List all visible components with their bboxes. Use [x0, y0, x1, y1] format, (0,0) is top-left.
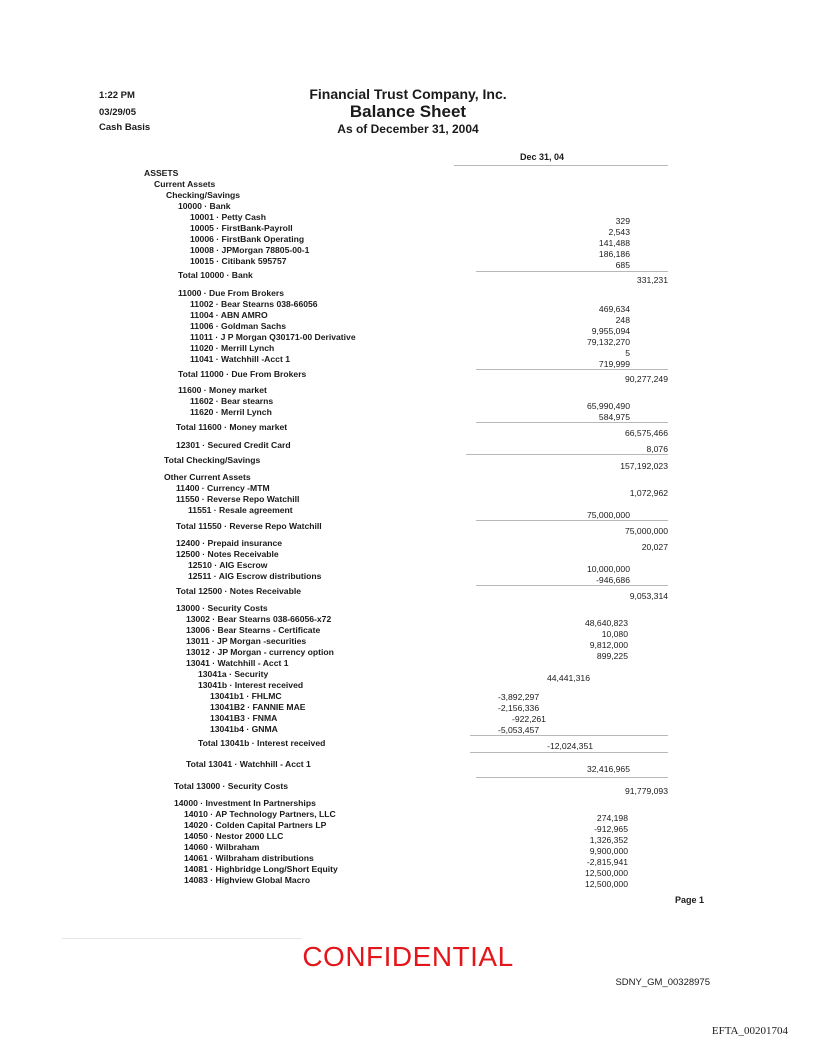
scan-artifact-line: [62, 938, 302, 939]
row-amount: 329: [615, 216, 630, 226]
row-label: Total 13000 · Security Costs: [174, 781, 288, 791]
row-label: 13041B3 · FNMA: [210, 713, 278, 723]
row-label: Total 13041b · Interest received: [198, 738, 326, 748]
report-time: 1:22 PM: [99, 90, 135, 101]
row-label: 11550 · Reverse Repo Watchill: [176, 494, 300, 504]
row-label: ASSETS: [144, 168, 179, 178]
row-label: 13000 · Security Costs: [176, 603, 268, 613]
row-total: 157,192,023: [620, 461, 668, 471]
row-total: 90,277,249: [624, 374, 668, 384]
row-label: Total 12500 · Notes Receivable: [176, 586, 301, 596]
efta-number: EFTA_00201704: [711, 1025, 788, 1037]
row-amount: 719,999: [598, 359, 630, 369]
row-label: 11011 · J P Morgan Q30171-00 Derivative: [190, 332, 356, 342]
row-amount: 141,488: [598, 238, 630, 248]
row-label: 12511 · AIG Escrow distributions: [188, 571, 322, 581]
subtotal-rule: [470, 735, 668, 736]
row-amount: 9,900,000: [589, 846, 628, 856]
row-total: 9,053,314: [629, 591, 668, 601]
row-label: 10000 · Bank: [178, 201, 231, 211]
row-amount: 79,132,270: [586, 337, 630, 347]
column-header: Dec 31, 04: [520, 152, 565, 162]
row-label: 11400 · Currency -MTM: [176, 483, 270, 493]
row-label: 12400 · Prepaid insurance: [176, 538, 283, 548]
row-label: 13041 · Watchhill - Acct 1: [186, 658, 289, 668]
row-amount: 65,990,490: [586, 401, 630, 411]
row-total: 91,779,093: [624, 786, 668, 796]
subtotal-rule: [470, 752, 668, 753]
row-amount: 469,634: [598, 304, 630, 314]
row-amount: 44,441,316: [546, 673, 590, 683]
row-amount: -3,892,297: [498, 692, 540, 702]
row-amount: 186,186: [598, 249, 630, 259]
row-label: Total 11000 · Due From Brokers: [178, 369, 307, 379]
subtotal-rule: [476, 777, 668, 778]
row-amount: 48,640,823: [584, 618, 628, 628]
row-label: 11551 · Resale agreement: [188, 505, 293, 515]
row-amount: 899,225: [596, 651, 628, 661]
row-label: Total 11550 · Reverse Repo Watchill: [176, 521, 322, 531]
subtotal-rule: [476, 422, 668, 423]
row-amount: 685: [615, 260, 630, 270]
row-label: 10008 · JPMorgan 78805-00-1: [190, 245, 310, 255]
row-label: Current Assets: [154, 179, 216, 189]
row-label: 10005 · FirstBank-Payroll: [190, 223, 293, 233]
row-label: Total 13041 · Watchhill - Acct 1: [186, 759, 311, 769]
row-label: 14000 · Investment In Partnerships: [174, 798, 316, 808]
subtotal-rule: [476, 520, 668, 521]
row-amount: -922,261: [512, 714, 546, 724]
row-label: 13002 · Bear Stearns 038-66056-x72: [186, 614, 332, 624]
row-amount: 12,500,000: [584, 879, 628, 889]
page-number: Page 1: [674, 895, 704, 905]
subtotal-rule: [466, 454, 668, 455]
row-label: 12500 · Notes Receivable: [176, 549, 279, 559]
row-amount: 9,812,000: [589, 640, 628, 650]
row-label: 14083 · Highview Global Macro: [184, 875, 311, 885]
subtotal-rule: [476, 585, 668, 586]
subtotal-rule: [476, 369, 668, 370]
row-total: 8,076: [646, 444, 668, 454]
row-amount: 2,543: [608, 227, 630, 237]
document-id: SDNY_GM_00328975: [615, 977, 710, 988]
row-label: 14050 · Nestor 2000 LLC: [184, 831, 284, 841]
row-label: 13041b4 · GNMA: [210, 724, 278, 734]
row-label: 10001 · Petty Cash: [190, 212, 266, 222]
row-amount: 12,500,000: [584, 868, 628, 878]
row-label: 12301 · Secured Credit Card: [176, 440, 291, 450]
row-label: 13041B2 · FANNIE MAE: [210, 702, 306, 712]
row-label: 13006 · Bear Stearns - Certificate: [186, 625, 321, 635]
row-label: 14081 · Highbridge Long/Short Equity: [184, 864, 338, 874]
row-label: 11620 · Merril Lynch: [190, 407, 272, 417]
row-label: 11004 · ABN AMRO: [190, 310, 268, 320]
row-label: 13041a · Security: [198, 669, 269, 679]
row-amount: -2,156,336: [498, 703, 540, 713]
report-date: 03/29/05: [99, 107, 136, 118]
company-name: Financial Trust Company, Inc.: [309, 86, 507, 102]
row-label: 11600 · Money market: [178, 385, 267, 395]
row-amount: 584,975: [598, 412, 630, 422]
row-label: Other Current Assets: [164, 472, 251, 482]
row-amount: 32,416,965: [586, 764, 630, 774]
report-basis: Cash Basis: [99, 122, 151, 133]
column-header-rule: [454, 165, 668, 166]
row-label: 14061 · Wilbraham distributions: [184, 853, 314, 863]
row-label: 14010 · AP Technology Partners, LLC: [184, 809, 336, 819]
row-label: 11041 · Watchhill -Acct 1: [190, 354, 290, 364]
row-amount: -12,024,351: [547, 741, 593, 751]
row-label: 11002 · Bear Stearns 038-66056: [190, 299, 318, 309]
row-amount: 248: [615, 315, 630, 325]
row-amount: 5: [625, 348, 630, 358]
row-label: 11000 · Due From Brokers: [178, 288, 285, 298]
row-amount: -5,053,457: [498, 725, 540, 735]
row-total: 75,000,000: [624, 526, 668, 536]
row-total: 331,231: [636, 275, 668, 285]
confidential-stamp: CONFIDENTIAL: [302, 941, 514, 972]
row-total: 1,072,962: [629, 488, 668, 498]
row-amount: 75,000,000: [586, 510, 630, 520]
row-label: 10015 · Citibank 595757: [190, 256, 287, 266]
row-label: 13011 · JP Morgan -securities: [186, 636, 307, 646]
row-amount: 10,000,000: [586, 564, 630, 574]
row-total: 66,575,466: [624, 428, 668, 438]
row-total: 20,027: [641, 542, 668, 552]
row-label: 13041b1 · FHLMC: [210, 691, 282, 701]
row-label: Total 11600 · Money market: [176, 422, 288, 432]
row-label: 10006 · FirstBank Operating: [190, 234, 305, 244]
row-label: 14020 · Colden Capital Partners LP: [184, 820, 327, 830]
row-amount: 1,326,352: [589, 835, 628, 845]
row-label: 13041b · Interest received: [198, 680, 304, 690]
row-label: Total 10000 · Bank: [178, 270, 253, 280]
subtotal-rule: [476, 271, 668, 272]
row-label: 11006 · Goldman Sachs: [190, 321, 287, 331]
row-amount: -912,965: [594, 824, 628, 834]
row-amount: 10,080: [601, 629, 628, 639]
row-amount: -2,815,941: [586, 857, 628, 867]
row-label: 14060 · Wilbraham: [184, 842, 260, 852]
row-label: 13012 · JP Morgan - currency option: [186, 647, 334, 657]
row-label: Checking/Savings: [166, 190, 241, 200]
row-label: 11020 · Merrill Lynch: [190, 343, 275, 353]
row-label: 11602 · Bear stearns: [190, 396, 274, 406]
row-amount: -946,686: [596, 575, 630, 585]
report-as-of: As of December 31, 2004: [337, 122, 479, 136]
report-title: Balance Sheet: [349, 102, 467, 121]
row-label: 12510 · AIG Escrow: [188, 560, 268, 570]
row-label: Total Checking/Savings: [164, 455, 261, 465]
row-amount: 9,955,094: [591, 326, 630, 336]
row-amount: 274,198: [596, 813, 628, 823]
